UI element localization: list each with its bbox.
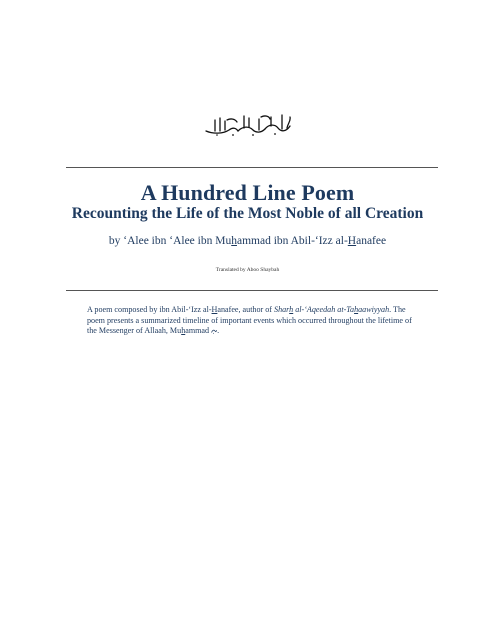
desc-part3: . The poem presents a summarized timeline of important events which occurred throughout the lifetime of the Messenger of Allaah, Mu bbox=[87, 305, 412, 335]
book-title-c: aawiyyah bbox=[358, 305, 390, 314]
author-byline bbox=[0, 235, 495, 247]
desc-part5: . bbox=[217, 326, 220, 335]
book-title-h2: h bbox=[354, 305, 359, 314]
desc-part1: A poem composed by ibn Abil-‘Izz al- bbox=[87, 305, 212, 314]
book-title-h: h bbox=[289, 305, 294, 314]
bottom-divider bbox=[66, 290, 438, 291]
poem-description bbox=[87, 305, 417, 337]
desc-h1: H bbox=[211, 305, 218, 314]
byline-mid: ammad ibn Abil-‘Izz al- bbox=[236, 235, 348, 247]
book-title bbox=[274, 305, 389, 314]
desc-h2: h bbox=[181, 326, 186, 335]
book-title-a: Shar bbox=[274, 305, 290, 314]
page-title: A Hundred Line Poem bbox=[140, 180, 355, 205]
page-subtitle: Recounting the Life of the Most Noble of all Creation bbox=[71, 205, 424, 222]
book-title-b: al-‘Aqeedah at-Ta bbox=[293, 305, 355, 314]
byline-h1: h bbox=[231, 235, 237, 247]
byline-prefix: by ‘Alee ibn ‘Alee ibn Mu bbox=[108, 235, 232, 247]
top-divider bbox=[66, 167, 438, 168]
basmala-header bbox=[0, 112, 495, 138]
byline-h2: H bbox=[347, 235, 357, 247]
byline-suffix: anafee bbox=[356, 235, 387, 247]
desc-part2: anafee, author of bbox=[217, 305, 275, 314]
translator-credit: Translated by Aboo Shaybah bbox=[215, 267, 280, 273]
basmala-calligraphy-icon bbox=[203, 112, 293, 138]
desc-part4: ammad bbox=[185, 326, 212, 335]
